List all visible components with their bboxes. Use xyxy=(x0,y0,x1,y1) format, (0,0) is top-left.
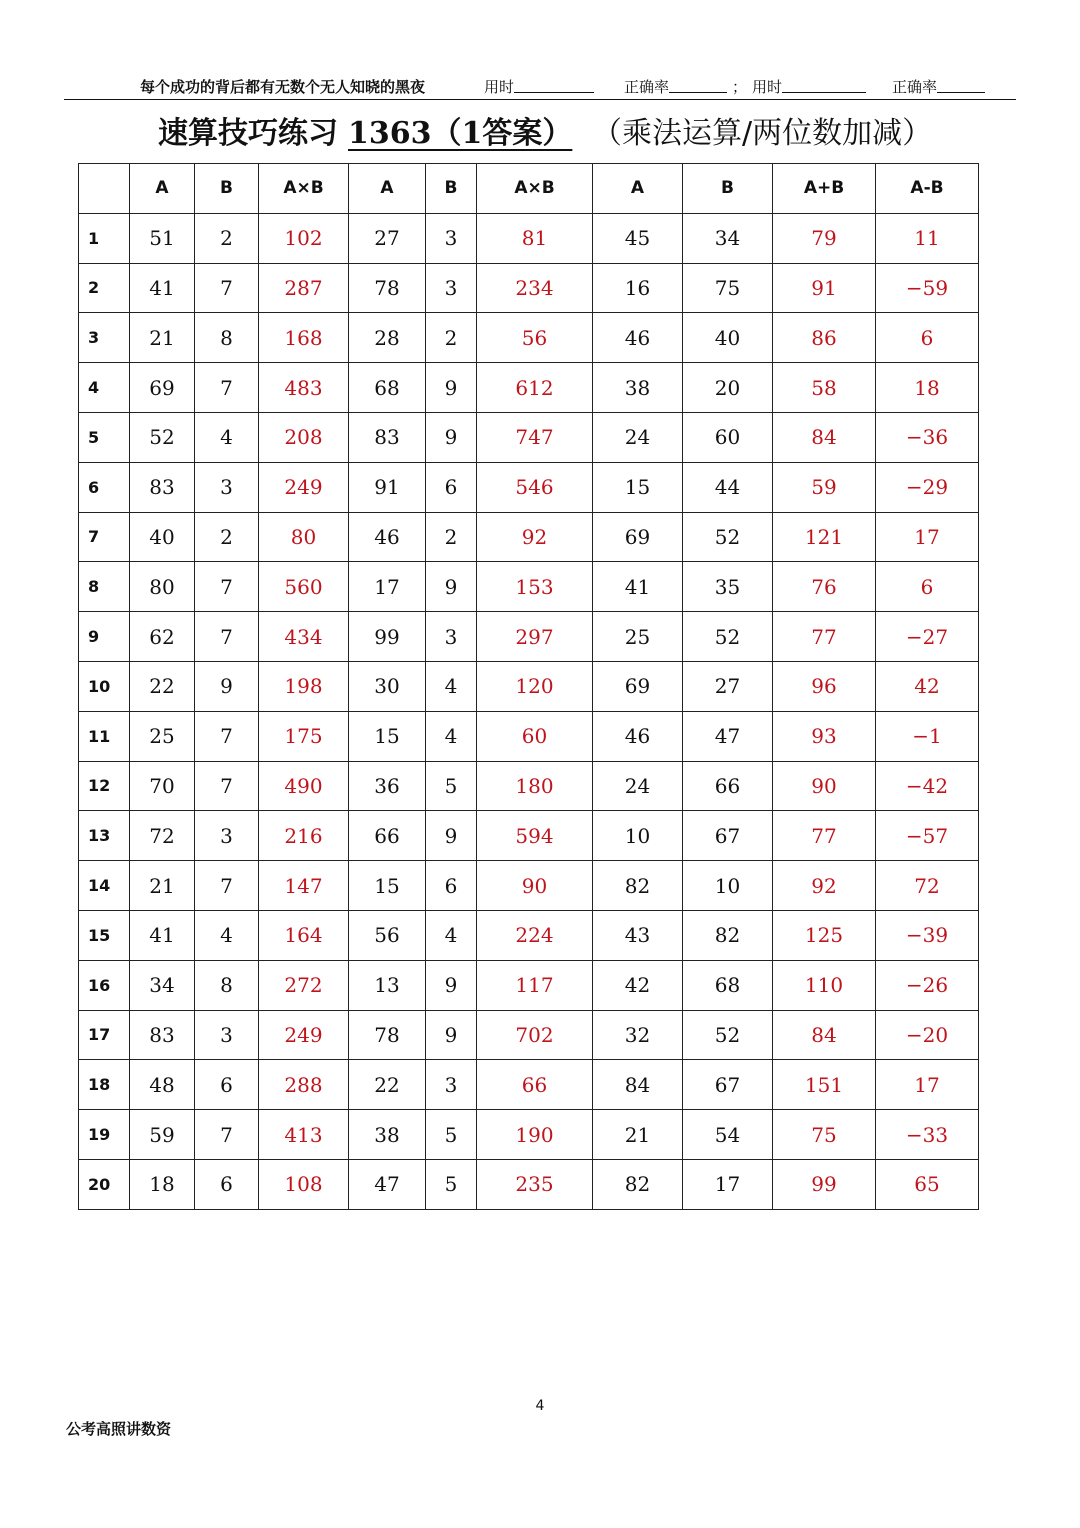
column-header: A-B xyxy=(876,164,979,214)
answer-cell: 208 xyxy=(259,412,349,462)
answer-cell: 17 xyxy=(876,1060,979,1110)
answer-cell: 747 xyxy=(477,412,593,462)
row-index: 12 xyxy=(79,761,130,811)
answer-cell: 297 xyxy=(477,612,593,662)
separator: ； xyxy=(732,78,748,96)
time-label-2-text: 用时 xyxy=(752,78,783,96)
operand-cell: 2 xyxy=(195,213,259,263)
operand-cell: 38 xyxy=(593,363,683,413)
answer-cell: 110 xyxy=(773,960,876,1010)
operand-cell: 47 xyxy=(349,1159,426,1209)
answer-cell: 117 xyxy=(477,960,593,1010)
table-row xyxy=(79,1159,979,1209)
answer-cell: 249 xyxy=(259,1010,349,1060)
operand-cell: 15 xyxy=(349,711,426,761)
accuracy-label-2 xyxy=(892,76,937,97)
operand-cell: 21 xyxy=(130,313,195,363)
row-index: 10 xyxy=(79,661,130,711)
operand-cell: 7 xyxy=(195,363,259,413)
answer-cell: 198 xyxy=(259,661,349,711)
operand-cell: 32 xyxy=(593,1010,683,1060)
row-index: 16 xyxy=(79,960,130,1010)
operand-cell: 3 xyxy=(426,612,477,662)
operand-cell: 8 xyxy=(195,960,259,1010)
answer-cell: −39 xyxy=(876,910,979,960)
operand-cell: 78 xyxy=(349,1010,426,1060)
table-row xyxy=(79,562,979,612)
operand-cell: 9 xyxy=(195,661,259,711)
column-header: B xyxy=(426,164,477,214)
operand-cell: 46 xyxy=(349,512,426,562)
column-header xyxy=(79,164,130,214)
operand-cell: 62 xyxy=(130,612,195,662)
answer-cell: 60 xyxy=(477,711,593,761)
answer-cell: 96 xyxy=(773,661,876,711)
answer-cell: 235 xyxy=(477,1159,593,1209)
operand-cell: 40 xyxy=(683,313,773,363)
row-index: 11 xyxy=(79,711,130,761)
table-row xyxy=(79,711,979,761)
operand-cell: 7 xyxy=(195,861,259,911)
motto: 每个成功的背后都有无数个无人知晓的黑夜 xyxy=(140,78,426,96)
table-row xyxy=(79,412,979,462)
operand-cell: 44 xyxy=(683,462,773,512)
operand-cell: 35 xyxy=(683,562,773,612)
answer-cell: −27 xyxy=(876,612,979,662)
answer-cell: 164 xyxy=(259,910,349,960)
row-index: 20 xyxy=(79,1159,130,1209)
operand-cell: 8 xyxy=(195,313,259,363)
row-index: 17 xyxy=(79,1010,130,1060)
operand-cell: 21 xyxy=(593,1110,683,1160)
time-label-2 xyxy=(752,76,782,97)
operand-cell: 7 xyxy=(195,263,259,313)
operand-cell: 15 xyxy=(593,462,683,512)
table-row xyxy=(79,761,979,811)
operand-cell: 46 xyxy=(593,711,683,761)
answer-cell: 120 xyxy=(477,661,593,711)
operand-cell: 10 xyxy=(593,811,683,861)
row-index: 7 xyxy=(79,512,130,562)
row-index: 3 xyxy=(79,313,130,363)
row-index: 19 xyxy=(79,1110,130,1160)
table-row xyxy=(79,512,979,562)
answer-cell: −26 xyxy=(876,960,979,1010)
operand-cell: 46 xyxy=(593,313,683,363)
page-title xyxy=(0,108,1080,154)
answer-cell: 65 xyxy=(876,1159,979,1209)
operand-cell: 34 xyxy=(130,960,195,1010)
operand-cell: 82 xyxy=(593,861,683,911)
answer-cell: 594 xyxy=(477,811,593,861)
operand-cell: 21 xyxy=(130,861,195,911)
answer-cell: 99 xyxy=(773,1159,876,1209)
row-index: 2 xyxy=(79,263,130,313)
row-index: 5 xyxy=(79,412,130,462)
column-header: B xyxy=(683,164,773,214)
operand-cell: 54 xyxy=(683,1110,773,1160)
operand-cell: 82 xyxy=(683,910,773,960)
answer-cell: 11 xyxy=(876,213,979,263)
operand-cell: 83 xyxy=(349,412,426,462)
operand-cell: 3 xyxy=(195,811,259,861)
answer-cell: 81 xyxy=(477,213,593,263)
header-rule xyxy=(64,99,1016,100)
answer-cell: 490 xyxy=(259,761,349,811)
row-index: 18 xyxy=(79,1060,130,1110)
operand-cell: 60 xyxy=(683,412,773,462)
operand-cell: 3 xyxy=(426,1060,477,1110)
column-header: B xyxy=(195,164,259,214)
operand-cell: 9 xyxy=(426,363,477,413)
operand-cell: 69 xyxy=(593,512,683,562)
column-header: A+B xyxy=(773,164,876,214)
row-index: 1 xyxy=(79,213,130,263)
answer-cell: 234 xyxy=(477,263,593,313)
table-row xyxy=(79,661,979,711)
answer-cell: −36 xyxy=(876,412,979,462)
table-row xyxy=(79,263,979,313)
answer-cell: 216 xyxy=(259,811,349,861)
operand-cell: 20 xyxy=(683,363,773,413)
operand-cell: 3 xyxy=(426,263,477,313)
table-row xyxy=(79,861,979,911)
operand-cell: 9 xyxy=(426,1010,477,1060)
operand-cell: 16 xyxy=(593,263,683,313)
operand-cell: 70 xyxy=(130,761,195,811)
answer-cell: 79 xyxy=(773,213,876,263)
table-row xyxy=(79,910,979,960)
answer-cell: 612 xyxy=(477,363,593,413)
operand-cell: 52 xyxy=(683,612,773,662)
answer-cell: 77 xyxy=(773,612,876,662)
operand-cell: 41 xyxy=(593,562,683,612)
answer-cell: 108 xyxy=(259,1159,349,1209)
answer-cell: −20 xyxy=(876,1010,979,1060)
operand-cell: 9 xyxy=(426,811,477,861)
row-index: 15 xyxy=(79,910,130,960)
operand-cell: 10 xyxy=(683,861,773,911)
footer-text: 公考高照讲数资 xyxy=(66,1420,172,1438)
row-index: 14 xyxy=(79,861,130,911)
operand-cell: 83 xyxy=(130,462,195,512)
operand-cell: 67 xyxy=(683,811,773,861)
operand-cell: 56 xyxy=(349,910,426,960)
answer-cell: −42 xyxy=(876,761,979,811)
time-blank-2 xyxy=(782,76,866,93)
operand-cell: 2 xyxy=(426,512,477,562)
operand-cell: 4 xyxy=(195,910,259,960)
row-index: 4 xyxy=(79,363,130,413)
operand-cell: 83 xyxy=(130,1010,195,1060)
operand-cell: 7 xyxy=(195,562,259,612)
answer-cell: 288 xyxy=(259,1060,349,1110)
operand-cell: 91 xyxy=(349,462,426,512)
table-row xyxy=(79,1010,979,1060)
answer-cell: 560 xyxy=(259,562,349,612)
answer-cell: 180 xyxy=(477,761,593,811)
operand-cell: 27 xyxy=(349,213,426,263)
answer-cell: 121 xyxy=(773,512,876,562)
operand-cell: 17 xyxy=(349,562,426,612)
answer-cell: 702 xyxy=(477,1010,593,1060)
answer-cell: 84 xyxy=(773,1010,876,1060)
answer-cell: 92 xyxy=(477,512,593,562)
answer-cell: 42 xyxy=(876,661,979,711)
operand-cell: 22 xyxy=(130,661,195,711)
row-index: 9 xyxy=(79,612,130,662)
title-main: 速算技巧练习 xyxy=(158,116,338,151)
operand-cell: 68 xyxy=(349,363,426,413)
operand-cell: 52 xyxy=(683,1010,773,1060)
answer-cell: 147 xyxy=(259,861,349,911)
operand-cell: 43 xyxy=(593,910,683,960)
column-header: A xyxy=(349,164,426,214)
operand-cell: 59 xyxy=(130,1110,195,1160)
operand-cell: 9 xyxy=(426,562,477,612)
operand-cell: 75 xyxy=(683,263,773,313)
answer-cell: 86 xyxy=(773,313,876,363)
table-row xyxy=(79,1060,979,1110)
answer-cell: 72 xyxy=(876,861,979,911)
operand-cell: 66 xyxy=(683,761,773,811)
operand-cell: 24 xyxy=(593,761,683,811)
answer-cell: 75 xyxy=(773,1110,876,1160)
operand-cell: 51 xyxy=(130,213,195,263)
operand-cell: 68 xyxy=(683,960,773,1010)
answer-cell: 6 xyxy=(876,562,979,612)
answer-cell: −57 xyxy=(876,811,979,861)
time-label-1 xyxy=(484,76,514,97)
row-index: 8 xyxy=(79,562,130,612)
operand-cell: 4 xyxy=(195,412,259,462)
answer-cell: 76 xyxy=(773,562,876,612)
answer-cell: 483 xyxy=(259,363,349,413)
operand-cell: 99 xyxy=(349,612,426,662)
operand-cell: 17 xyxy=(683,1159,773,1209)
title-subtitle: （乘法运算/两位数加减） xyxy=(592,116,933,151)
column-header: A xyxy=(593,164,683,214)
operand-cell: 45 xyxy=(593,213,683,263)
table-body xyxy=(79,213,979,1209)
operand-cell: 30 xyxy=(349,661,426,711)
operand-cell: 41 xyxy=(130,263,195,313)
operand-cell: 15 xyxy=(349,861,426,911)
operand-cell: 7 xyxy=(195,761,259,811)
answer-cell: −59 xyxy=(876,263,979,313)
answer-cell: 224 xyxy=(477,910,593,960)
answer-cell: 84 xyxy=(773,412,876,462)
operand-cell: 5 xyxy=(426,761,477,811)
answer-cell: 6 xyxy=(876,313,979,363)
accuracy-blank-2 xyxy=(937,76,985,93)
table-row xyxy=(79,1110,979,1160)
row-index: 13 xyxy=(79,811,130,861)
answer-cell: 66 xyxy=(477,1060,593,1110)
operand-cell: 80 xyxy=(130,562,195,612)
operand-cell: 25 xyxy=(130,711,195,761)
answer-cell: 58 xyxy=(773,363,876,413)
table-row xyxy=(79,811,979,861)
operand-cell: 52 xyxy=(683,512,773,562)
operand-cell: 67 xyxy=(683,1060,773,1110)
operand-cell: 40 xyxy=(130,512,195,562)
page-number: 4 xyxy=(535,1398,545,1414)
answer-table xyxy=(78,163,979,1210)
column-header: A xyxy=(130,164,195,214)
operand-cell: 5 xyxy=(426,1159,477,1209)
table-header-row xyxy=(79,164,979,214)
answer-cell: 434 xyxy=(259,612,349,662)
answer-cell: 56 xyxy=(477,313,593,363)
operand-cell: 84 xyxy=(593,1060,683,1110)
operand-cell: 4 xyxy=(426,910,477,960)
answer-cell: 17 xyxy=(876,512,979,562)
answer-cell: 190 xyxy=(477,1110,593,1160)
table-row xyxy=(79,363,979,413)
operand-cell: 13 xyxy=(349,960,426,1010)
operand-cell: 22 xyxy=(349,1060,426,1110)
title-number: 1363（1答案） xyxy=(348,116,573,151)
column-header: A×B xyxy=(259,164,349,214)
row-index: 6 xyxy=(79,462,130,512)
answer-cell: 80 xyxy=(259,512,349,562)
operand-cell: 47 xyxy=(683,711,773,761)
answer-cell: 77 xyxy=(773,811,876,861)
operand-cell: 38 xyxy=(349,1110,426,1160)
answer-cell: −33 xyxy=(876,1110,979,1160)
answer-cell: 413 xyxy=(259,1110,349,1160)
operand-cell: 82 xyxy=(593,1159,683,1209)
answer-cell: 102 xyxy=(259,213,349,263)
answer-cell: 90 xyxy=(477,861,593,911)
answer-cell: 151 xyxy=(773,1060,876,1110)
operand-cell: 7 xyxy=(195,711,259,761)
operand-cell: 36 xyxy=(349,761,426,811)
table-row xyxy=(79,462,979,512)
answer-cell: 175 xyxy=(259,711,349,761)
operand-cell: 66 xyxy=(349,811,426,861)
operand-cell: 34 xyxy=(683,213,773,263)
operand-cell: 2 xyxy=(426,313,477,363)
answer-cell: −1 xyxy=(876,711,979,761)
answer-cell: 92 xyxy=(773,861,876,911)
operand-cell: 52 xyxy=(130,412,195,462)
accuracy-label-1 xyxy=(624,76,669,97)
operand-cell: 78 xyxy=(349,263,426,313)
operand-cell: 69 xyxy=(130,363,195,413)
operand-cell: 3 xyxy=(195,1010,259,1060)
operand-cell: 69 xyxy=(593,661,683,711)
table-row xyxy=(79,313,979,363)
operand-cell: 27 xyxy=(683,661,773,711)
column-header: A×B xyxy=(477,164,593,214)
operand-cell: 6 xyxy=(426,861,477,911)
table-row xyxy=(79,612,979,662)
operand-cell: 24 xyxy=(593,412,683,462)
answer-cell: 125 xyxy=(773,910,876,960)
answer-cell: 59 xyxy=(773,462,876,512)
answer-cell: 287 xyxy=(259,263,349,313)
operand-cell: 7 xyxy=(195,612,259,662)
operand-cell: 6 xyxy=(195,1060,259,1110)
operand-cell: 7 xyxy=(195,1110,259,1160)
operand-cell: 72 xyxy=(130,811,195,861)
answer-cell: 90 xyxy=(773,761,876,811)
operand-cell: 18 xyxy=(130,1159,195,1209)
operand-cell: 28 xyxy=(349,313,426,363)
operand-cell: 3 xyxy=(426,213,477,263)
answer-cell: −29 xyxy=(876,462,979,512)
table-row xyxy=(79,960,979,1010)
answer-cell: 18 xyxy=(876,363,979,413)
operand-cell: 41 xyxy=(130,910,195,960)
operand-cell: 4 xyxy=(426,711,477,761)
accuracy-label-1-text: 正确率 xyxy=(624,78,670,96)
time-blank-1 xyxy=(514,76,594,93)
operand-cell: 9 xyxy=(426,412,477,462)
operand-cell: 9 xyxy=(426,960,477,1010)
answer-cell: 153 xyxy=(477,562,593,612)
accuracy-blank-1 xyxy=(669,76,727,93)
operand-cell: 42 xyxy=(593,960,683,1010)
operand-cell: 3 xyxy=(195,462,259,512)
operand-cell: 5 xyxy=(426,1110,477,1160)
operand-cell: 2 xyxy=(195,512,259,562)
answer-cell: 272 xyxy=(259,960,349,1010)
operand-cell: 6 xyxy=(195,1159,259,1209)
answer-cell: 249 xyxy=(259,462,349,512)
header-line xyxy=(0,76,1080,100)
operand-cell: 48 xyxy=(130,1060,195,1110)
answer-cell: 93 xyxy=(773,711,876,761)
operand-cell: 25 xyxy=(593,612,683,662)
answer-cell: 546 xyxy=(477,462,593,512)
table-row xyxy=(79,213,979,263)
time-label-1-text: 用时 xyxy=(484,78,515,96)
answer-cell: 91 xyxy=(773,263,876,313)
answer-cell: 168 xyxy=(259,313,349,363)
operand-cell: 6 xyxy=(426,462,477,512)
accuracy-label-2-text: 正确率 xyxy=(892,78,938,96)
operand-cell: 4 xyxy=(426,661,477,711)
